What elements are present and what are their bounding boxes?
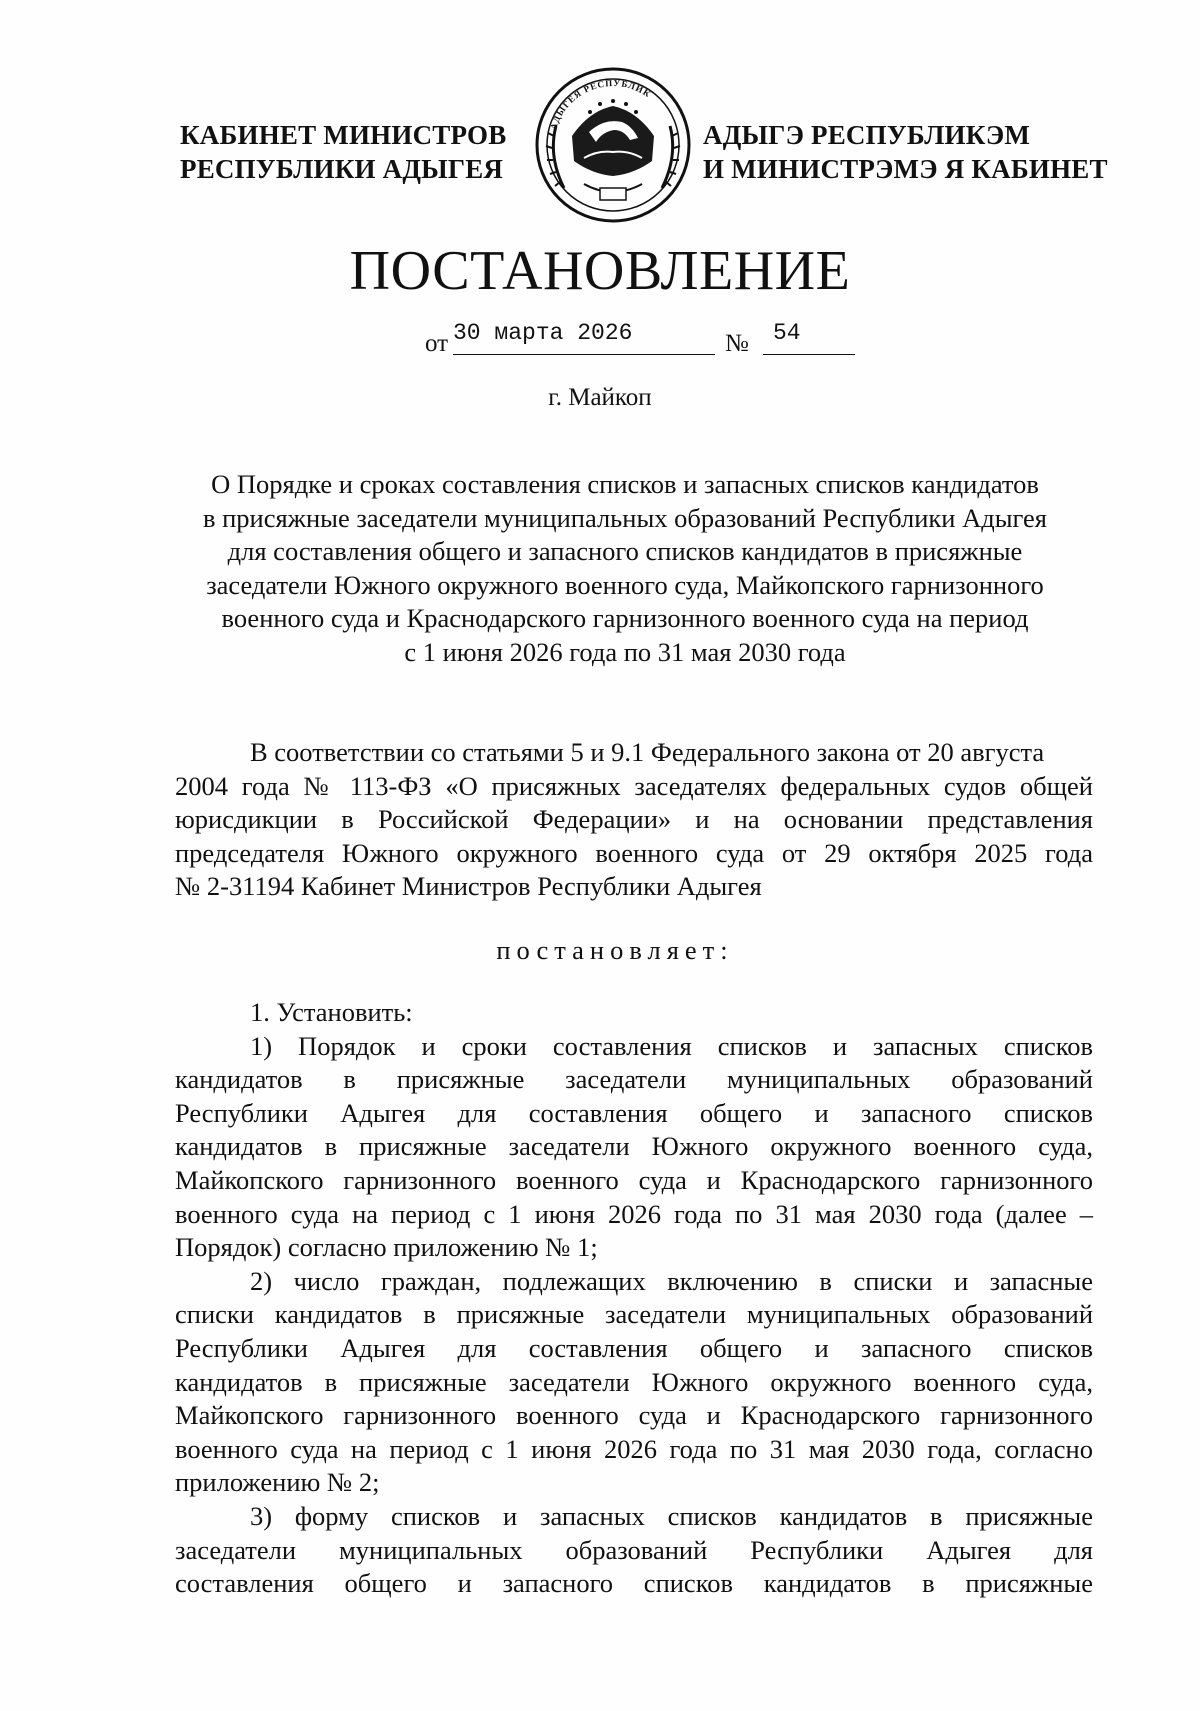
- resolution-items: [175, 996, 1093, 1601]
- subject-line: заседатели Южного окружного военного суда, Майкопского гарнизонного: [206, 569, 1044, 600]
- sub-item-3-line: составления общего и запасного списков кандидатов в присяжные: [175, 1568, 1093, 1599]
- resolves-heading: постановляет:: [496, 935, 734, 965]
- date-value: 30 марта 2026: [453, 320, 633, 346]
- header-right-org: [703, 118, 1108, 186]
- item-1-heading: 1. Установить:: [250, 997, 413, 1027]
- subject-line: военного суда и Краснодарского гарнизонного военного суда на период: [221, 603, 1029, 633]
- emblem-ring-text: АДЫГЕЯ РЕСПУБЛИК: [548, 77, 653, 131]
- sub-item-1-line: Порядок) согласно приложению № 1;: [175, 1232, 598, 1263]
- sub-item-2-line: 2) число граждан, подлежащих включению в списки и запасные: [250, 1265, 1093, 1296]
- document-type-title: ПОСТАНОВЛЕНИЕ: [349, 240, 851, 302]
- sub-item-1-line: 1) Порядок и сроки составления списков и запасных списков: [250, 1030, 1093, 1061]
- sub-item-1-line: Майкопского гарнизонного военного суда и Краснодарского гарнизонного: [175, 1164, 1093, 1195]
- header-left-line1: КАБИНЕТ МИНИСТРОВ: [180, 120, 507, 150]
- sub-item-2-line: списки кандидатов в присяжные заседатели муниципальных образований: [175, 1299, 1093, 1330]
- preamble-line: председателя Южного окружного военного суда от 29 октября 2025 года: [175, 837, 1093, 868]
- sub-item-2-line: приложению № 2;: [175, 1467, 380, 1498]
- header-left-line2: РЕСПУБЛИКИ АДЫГЕЯ: [180, 154, 504, 184]
- sub-item-3-line: заседатели муниципальных образований Республики Адыгея для: [175, 1534, 1093, 1565]
- preamble-line: 2004 года № 113-ФЗ «О присяжных заседателях федеральных судов общей: [175, 770, 1093, 801]
- sub-item-1-line: Республики Адыгея для составления общего и запасного списков: [175, 1097, 1093, 1128]
- sub-item-1-line: кандидатов в присяжные заседатели муниципальных образований: [175, 1064, 1093, 1095]
- preamble-paragraph: [175, 736, 1093, 904]
- sub-item-2-line: Республики Адыгея для составления общего и запасного списков: [175, 1332, 1093, 1363]
- header-right-line2: И МИНИСТРЭМЭ Я КАБИНЕТ: [703, 154, 1108, 184]
- coat-of-arms-icon: [534, 66, 692, 224]
- header-right-line1: АДЫГЭ РЕСПУБЛИКЭМ: [703, 120, 1031, 150]
- sub-item-3-line: 3) форму списков и запасных списков кандидатов в присяжные: [250, 1500, 1093, 1531]
- header-left-org: [180, 118, 520, 186]
- number-label: №: [725, 330, 749, 357]
- sub-item-1-line: военного суда на период с 1 июня 2026 года по 31 мая 2030 года (далее –: [175, 1198, 1093, 1229]
- subject-line: в присяжные заседатели муниципальных образований Республики Адыгея: [202, 502, 1047, 533]
- subject-line: с 1 июня 2026 года по 31 мая 2030 года: [404, 636, 846, 667]
- preamble-line: В соответствии со статьями 5 и 9.1 Федерального закона от 20 августа: [250, 737, 1045, 767]
- sub-item-2-line: кандидатов в присяжные заседатели Южного окружного военного суда,: [175, 1366, 1093, 1397]
- sub-item-1-line: кандидатов в присяжные заседатели Южного окружного военного суда,: [175, 1131, 1093, 1162]
- document-subject: [160, 468, 1090, 669]
- subject-line: для составления общего и запасного списков кандидатов в присяжные: [227, 536, 1023, 566]
- preamble-line: юрисдикции в Российской Федерации» и на основании представления: [175, 804, 1093, 835]
- preamble-line: № 2-31194 Кабинет Министров Республики Адыгея: [175, 871, 762, 902]
- sub-item-2-line: Майкопского гарнизонного военного суда и Краснодарского гарнизонного: [175, 1400, 1093, 1431]
- subject-line: О Порядке и сроках составления списков и запасных списков кандидатов: [211, 469, 1039, 499]
- sub-item-2-line: военного суда на период с 1 июня 2026 года по 31 мая 2030 года, согласно: [175, 1433, 1093, 1464]
- date-label: от: [425, 330, 449, 357]
- city: г. Майкоп: [548, 384, 652, 411]
- number-value: 54: [773, 320, 801, 346]
